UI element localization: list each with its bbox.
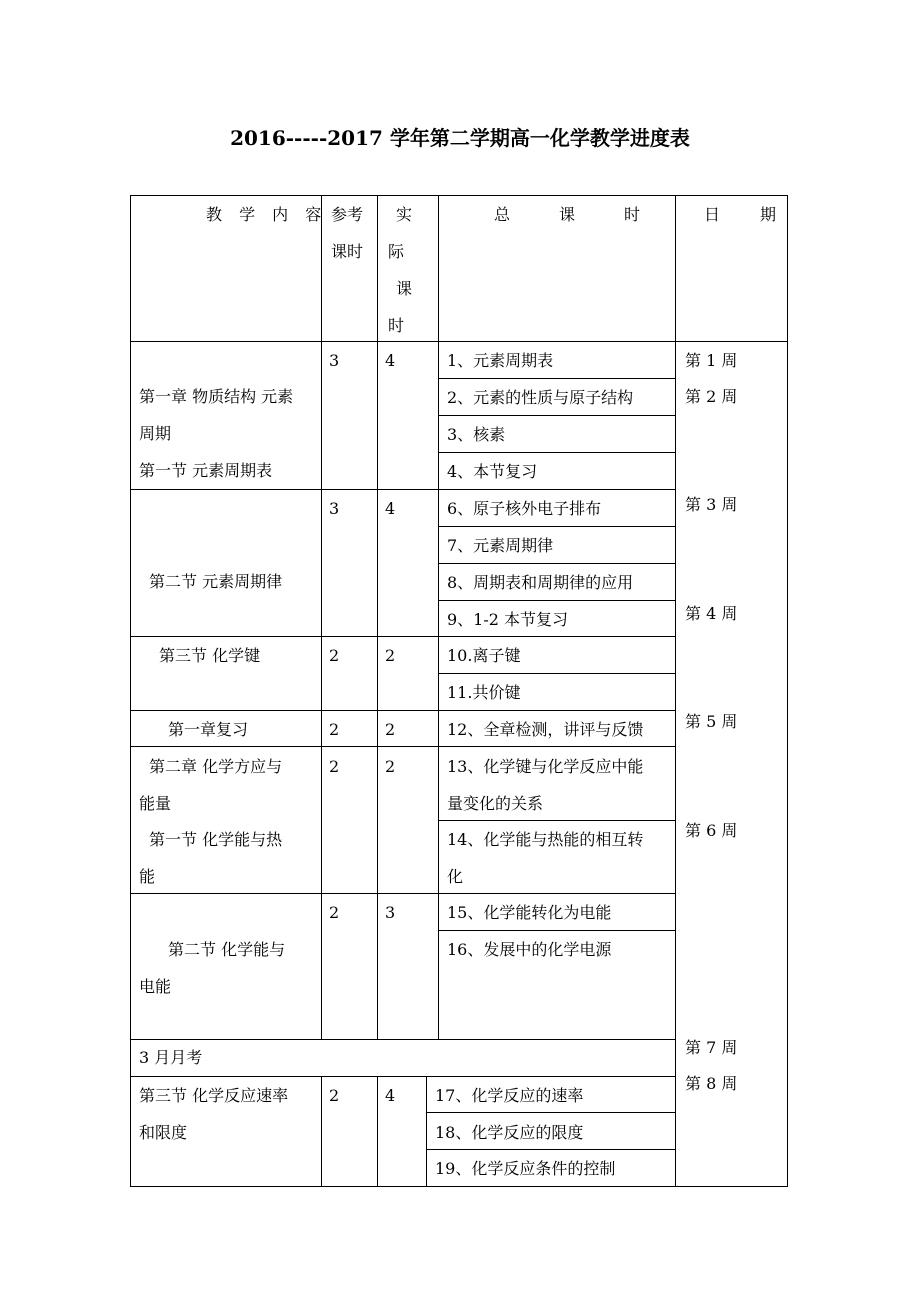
lesson: 10.离子键	[447, 646, 521, 665]
ref-hours: 3	[329, 499, 340, 518]
page-title: 2016-----2017 学年第二学期高一化学教学进度表	[230, 126, 690, 150]
header-actual-hours: 际	[388, 242, 405, 261]
lesson-divider	[426, 1112, 675, 1113]
lesson-divider	[438, 526, 675, 527]
section-content: 第二节 化学能与	[168, 940, 286, 959]
lesson: 6、原子核外电子排布	[447, 499, 602, 518]
header-total-hours: 课	[559, 205, 576, 224]
actual-hours: 3	[385, 903, 396, 922]
header-total-hours: 总	[494, 205, 511, 224]
actual-hours: 4	[385, 351, 396, 370]
actual-hours: 4	[385, 499, 396, 518]
row-divider	[130, 341, 788, 342]
lesson-divider	[438, 600, 675, 601]
row-divider	[130, 636, 675, 637]
header-date: 日	[704, 205, 721, 224]
section-content: 第一章复习	[168, 720, 249, 739]
lesson: 量变化的关系	[447, 794, 544, 813]
col-divider	[438, 195, 439, 1040]
lesson: 4、本节复习	[447, 462, 538, 481]
lesson-divider	[438, 930, 675, 931]
section-content: 第一节 化学能与热	[149, 830, 283, 849]
actual-hours: 2	[385, 757, 396, 776]
actual-hours: 4	[385, 1086, 396, 1105]
week-label: 第 5 周	[685, 712, 738, 731]
section-content: 和限度	[139, 1123, 188, 1142]
section-content: 第三节 化学反应速率	[139, 1086, 289, 1105]
header-actual-hours: 课	[396, 279, 413, 298]
lesson-divider	[438, 452, 675, 453]
week-label: 第 6 周	[685, 821, 738, 840]
lesson: 17、化学反应的速率	[435, 1086, 584, 1105]
actual-hours: 2	[385, 720, 396, 739]
row-divider	[130, 489, 675, 490]
header-content: 教 学 内 容	[206, 205, 328, 224]
ref-hours: 3	[329, 351, 340, 370]
lesson: 7、元素周期律	[447, 536, 554, 555]
lesson: 8、周期表和周期律的应用	[447, 573, 634, 592]
col-divider	[675, 195, 676, 1187]
ref-hours: 2	[329, 646, 340, 665]
lesson: 15、化学能转化为电能	[447, 903, 612, 922]
lesson-divider	[438, 673, 675, 674]
exam-row: 3 月月考	[139, 1048, 203, 1067]
lesson: 3、核素	[447, 425, 506, 444]
actual-hours: 2	[385, 646, 396, 665]
ref-hours: 2	[329, 1086, 340, 1105]
lesson-divider	[438, 563, 675, 564]
lesson: 18、化学反应的限度	[435, 1123, 584, 1142]
section-content: 第一章 物质结构 元素	[139, 387, 294, 406]
header-actual-hours: 时	[388, 316, 405, 335]
lesson: 16、发展中的化学电源	[447, 940, 612, 959]
section-content: 第三节 化学键	[159, 646, 261, 665]
lesson-divider	[438, 378, 675, 379]
table-border-top	[130, 195, 788, 196]
week-label: 第 3 周	[685, 495, 738, 514]
header-ref-hours: 参考	[331, 205, 364, 224]
row-divider	[130, 1039, 675, 1040]
lesson: 化	[447, 867, 464, 886]
lesson: 11.共价键	[447, 683, 521, 702]
lesson: 9、1-2 本节复习	[447, 610, 569, 629]
lesson-divider	[438, 820, 675, 821]
header-date: 期	[760, 205, 777, 224]
lesson: 12、全章检测，讲评与反馈	[447, 720, 644, 739]
col-divider	[426, 1076, 427, 1187]
col-divider	[377, 195, 378, 1040]
col-divider	[377, 1076, 378, 1187]
week-label: 第 4 周	[685, 604, 738, 623]
col-divider	[321, 195, 322, 1040]
section-content: 第二节 元素周期律	[149, 572, 283, 591]
ref-hours: 2	[329, 903, 340, 922]
header-ref-hours: 课时	[331, 242, 364, 261]
header-total-hours: 时	[624, 205, 641, 224]
row-divider	[130, 710, 675, 711]
header-actual-hours: 实	[396, 205, 413, 224]
lesson: 2、元素的性质与原子结构	[447, 388, 634, 407]
week-label: 第 7 周	[685, 1038, 738, 1057]
lesson-divider	[426, 1149, 675, 1150]
section-content: 电能	[139, 977, 172, 996]
row-divider	[130, 746, 675, 747]
section-content: 能	[139, 867, 156, 886]
week-label: 第 1 周	[685, 351, 738, 370]
section-content: 第一节 元素周期表	[139, 461, 273, 480]
ref-hours: 2	[329, 720, 340, 739]
lesson: 13、化学键与化学反应中能	[447, 757, 644, 776]
week-label: 第 2 周	[685, 387, 738, 406]
lesson-divider	[438, 415, 675, 416]
lesson: 1、元素周期表	[447, 351, 554, 370]
section-content: 周期	[139, 424, 172, 443]
lesson: 19、化学反应条件的控制	[435, 1159, 616, 1178]
section-content: 第二章 化学方应与	[149, 757, 283, 776]
ref-hours: 2	[329, 757, 340, 776]
lesson: 14、化学能与热能的相互转	[447, 830, 644, 849]
row-divider	[130, 1076, 675, 1077]
row-divider	[130, 893, 675, 894]
week-label: 第 8 周	[685, 1074, 738, 1093]
section-content: 能量	[139, 794, 172, 813]
table-border-right	[787, 195, 788, 1187]
table-border-bottom	[130, 1186, 788, 1187]
col-divider	[321, 1076, 322, 1187]
